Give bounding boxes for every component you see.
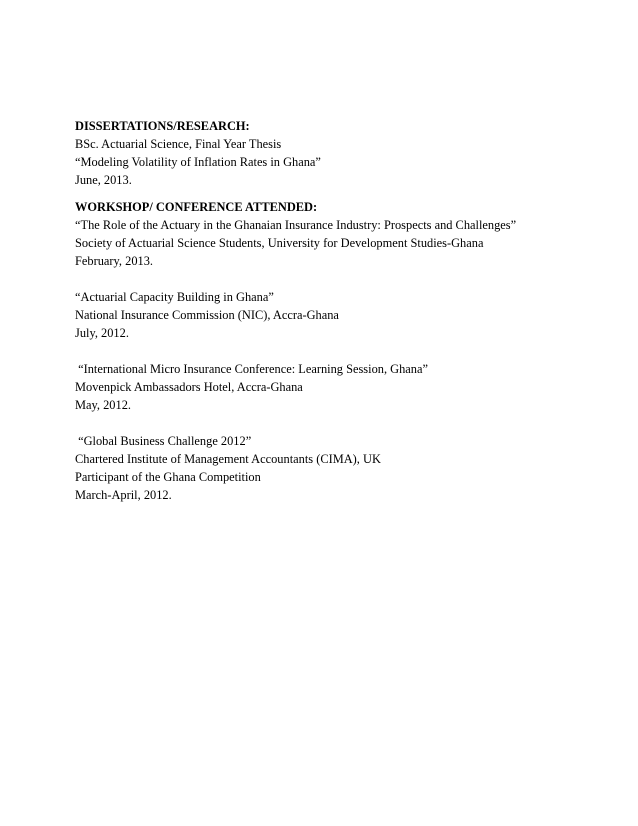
workshops-section (75, 198, 615, 504)
workshop-title: “Actuarial Capacity Building in Ghana” (75, 290, 274, 304)
section-spacer (75, 189, 615, 198)
workshop-title: “International Micro Insurance Conference: Learning Session, Ghana” (75, 362, 428, 376)
workshop-entry (75, 360, 615, 414)
entry-spacer (75, 342, 615, 360)
workshop-entry (75, 288, 615, 342)
workshop-date: July, 2012. (75, 326, 129, 340)
thesis-degree-line: BSc. Actuarial Science, Final Year Thesis (75, 137, 282, 151)
entry-spacer (75, 270, 615, 288)
entry-spacer (75, 414, 615, 432)
dissertations-heading: DISSERTATIONS/RESEARCH: (75, 119, 250, 133)
workshop-note: Participant of the Ghana Competition (75, 470, 261, 484)
workshops-heading: WORKSHOP/ CONFERENCE ATTENDED: (75, 200, 318, 214)
workshop-date: February, 2013. (75, 254, 153, 268)
thesis-date-line: June, 2013. (75, 173, 132, 187)
document-content (75, 117, 615, 504)
workshop-organizer: Chartered Institute of Management Accountants (CIMA), UK (75, 452, 381, 466)
thesis-title-line: “Modeling Volatility of Inflation Rates in Ghana” (75, 155, 321, 169)
workshop-entry (75, 216, 615, 270)
workshop-organizer: National Insurance Commission (NIC), Accra-Ghana (75, 308, 339, 322)
workshop-date: May, 2012. (75, 398, 131, 412)
dissertations-section (75, 117, 615, 189)
workshop-organizer: Society of Actuarial Science Students, University for Development Studies-Ghana (75, 236, 484, 250)
workshop-date: March-April, 2012. (75, 488, 172, 502)
workshop-entry (75, 432, 615, 504)
workshop-title: “Global Business Challenge 2012” (75, 434, 252, 448)
workshop-organizer: Movenpick Ambassadors Hotel, Accra-Ghana (75, 380, 303, 394)
workshop-title: “The Role of the Actuary in the Ghanaian Insurance Industry: Prospects and Challenges” (75, 218, 517, 232)
